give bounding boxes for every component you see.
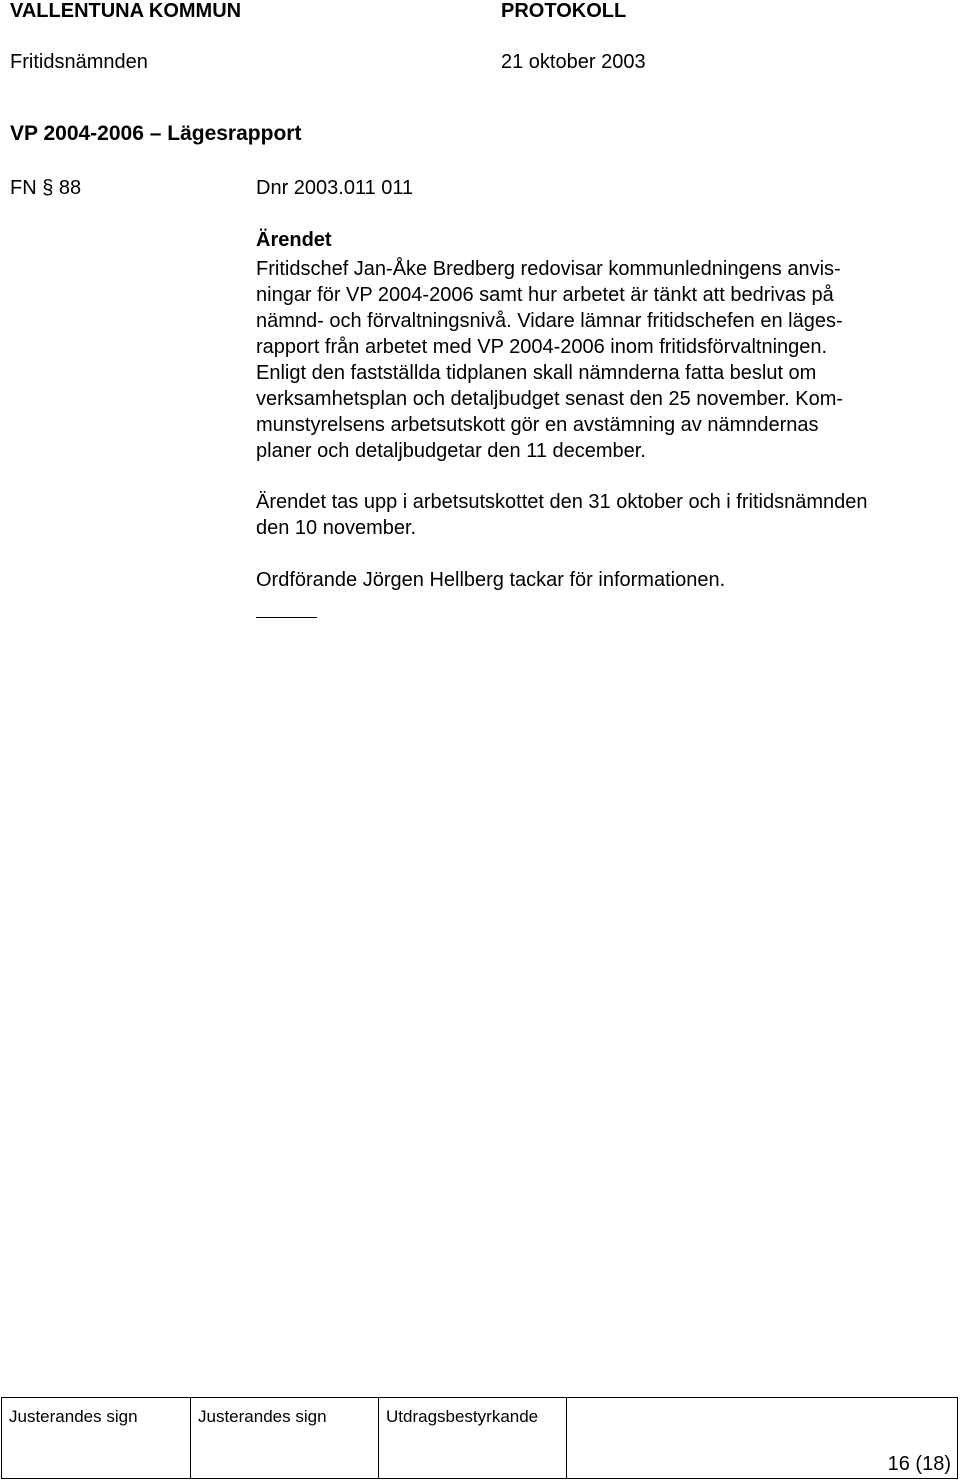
document-title: VP 2004-2006 – Lägesrapport [10,122,302,145]
meeting-date: 21 oktober 2003 [501,51,646,73]
text-line: den 10 november. [256,517,417,539]
text-line: Enligt den fastställda tidplanen skall nämnderna fatta beslut om [256,362,817,384]
end-of-section-rule [256,617,317,618]
extract-certification-label: Utdragsbestyrkande [386,1407,539,1426]
document-type: PROTOKOLL [501,0,627,22]
page-number: 16 (18) [887,1453,951,1475]
committee-name: Fritidsnämnden [10,51,148,73]
diary-number: Dnr 2003.011 011 [256,177,414,199]
organization-name: VALLENTUNA KOMMUN [10,0,242,22]
paragraph-number: FN § 88 [10,177,82,199]
signature-cell [191,1398,379,1478]
text-line: rapport från arbetet med VP 2004-2006 inom fritidsförvaltningen. [256,336,828,358]
text-line: nämnd- och förvaltningsnivå. Vidare lämnar fritidschefen en läges- [256,310,843,332]
signature-cell [2,1398,191,1478]
text-line: Ordförande Jörgen Hellberg tackar för informationen. [256,569,726,591]
paragraph-2 [256,489,956,541]
text-line: Fritidschef Jan-Åke Bredberg redovisar kommunledningens anvis- [256,258,841,280]
text-line: verksamhetsplan och detaljbudget senast den 25 november. Kom- [256,388,844,410]
text-line: Ärendet tas upp i arbetsutskottet den 31 oktober och i fritidsnämnden [256,491,868,513]
paragraph-3 [256,567,956,593]
text-line: ningar för VP 2004-2006 samt hur arbetet är tänkt att bedrivas på [256,284,834,306]
signature-label: Justerandes sign [198,1407,327,1426]
text-line: munstyrelsens arbetsutskott gör en avstämning av nämndernas [256,414,819,436]
paragraph-1 [256,256,956,464]
signature-table [1,1397,958,1479]
section-heading: Ärendet [256,229,332,251]
page-number-cell [567,1398,957,1478]
signature-label: Justerandes sign [9,1407,138,1426]
text-line: planer och detaljbudgetar den 11 december. [256,440,646,462]
extract-certification-cell [379,1398,567,1478]
